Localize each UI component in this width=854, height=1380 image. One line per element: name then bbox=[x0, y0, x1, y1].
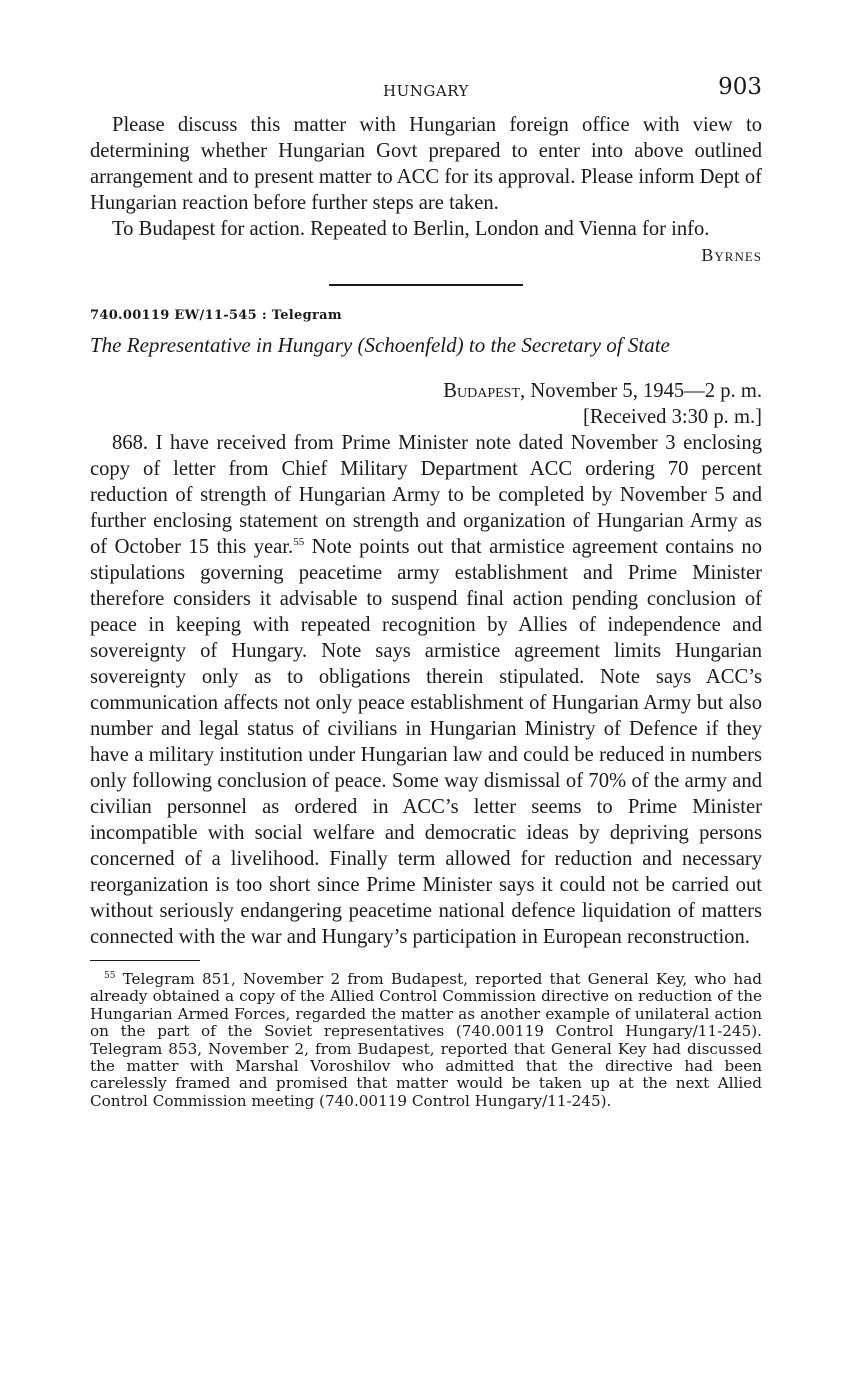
footnote-marker: 55 bbox=[104, 970, 116, 981]
footnote bbox=[90, 971, 762, 1110]
dateline-place: Budapest, bbox=[443, 380, 526, 402]
document-title: The Representative in Hungary (Schoenfeld) to the Secretary of State bbox=[90, 333, 670, 357]
body-text-before-note: 868. I have received from Prime Minister note dated November 3 enclosing copy of letter from Chief Military Department ACC ordering 70 percent reduction of strength of Hungarian Army to be completed by November 5 and further enclosing statement on strength and organization of Hungarian Army as of October 15 this year. bbox=[90, 432, 762, 558]
received-line: [Received 3:30 p. m.] bbox=[583, 406, 762, 428]
body-text-after-note: Note points out that armistice agreement contains no stipulations governing peacetime army establishment and Prime Minister therefore considers it advisable to suspend final action pending conclusion of peace in keeping with repeated recognition by Allies of independence and sovereignty of Hungary. Note says armistice agreement limits Hungarian sovereignty only as to obligations therein stipulated. Note says ACC’s communication affects not only peace establishment of Hungarian Army but also number and legal status of civilians in Hungarian Ministry of Defence if they have a military institution under Hungarian law and could be reduced in numbers only following conclusion of peace. Some way dismissal of 70% of the army and civilian personnel as ordered in ACC’s letter seems to Prime Minister incompatible with social welfare and democratic ideas by depriving persons concerned of a livelihood. Finally term allowed for reduction and necessary reorganization is too short since Prime Minister says it could not be carried out without seriously endangering peacetime national defence liquidation of matters connected with the war and Hungary’s participation in European reconstruction. bbox=[90, 536, 763, 948]
dateline-date: November 5, 1945—2 p. m. bbox=[525, 380, 762, 402]
document-page bbox=[90, 70, 762, 1110]
footnote-text: Telegram 851, November 2 from Budapest, reported that General Key, who had already obtained a copy of the Allied Control Commission directive on reduction of the Hungarian Armed Forces, regarded the matter as another example of unilateral action on the part of the Soviet representatives (740.00119 Control Hungary/11-245). Telegram 853, November 2, from Budapest, reported that General Key had discussed the matter with Marshal Voroshilov who admitted that the directive had been carelessly framed and promised that matter would be taken up at the next Allied Control Commission meeting (740.00119 Control Hungary/11-245). bbox=[90, 970, 762, 1110]
footnote-rule bbox=[90, 960, 200, 961]
footnote-reference[interactable]: 55 bbox=[293, 536, 305, 549]
signature: Byrnes bbox=[701, 245, 762, 265]
running-head bbox=[90, 70, 762, 112]
preceding-paragraph-2: To Budapest for action. Repeated to Berlin, London and Vienna for info. bbox=[112, 218, 710, 240]
section-divider bbox=[329, 284, 523, 286]
file-reference: 740.00119 EW/11-545 : Telegram bbox=[90, 308, 342, 323]
dateline bbox=[90, 378, 762, 404]
running-title: HUNGARY bbox=[383, 82, 469, 100]
telegram-body bbox=[90, 430, 762, 950]
page-number: 903 bbox=[718, 74, 762, 100]
preceding-paragraph-1: Please discuss this matter with Hungarian foreign office with view to determining whether Hungarian Govt prepared to enter into above outlined arrangement and to present matter to ACC for its approval. Please inform Dept of Hungarian reaction before further steps are taken. bbox=[90, 114, 762, 214]
